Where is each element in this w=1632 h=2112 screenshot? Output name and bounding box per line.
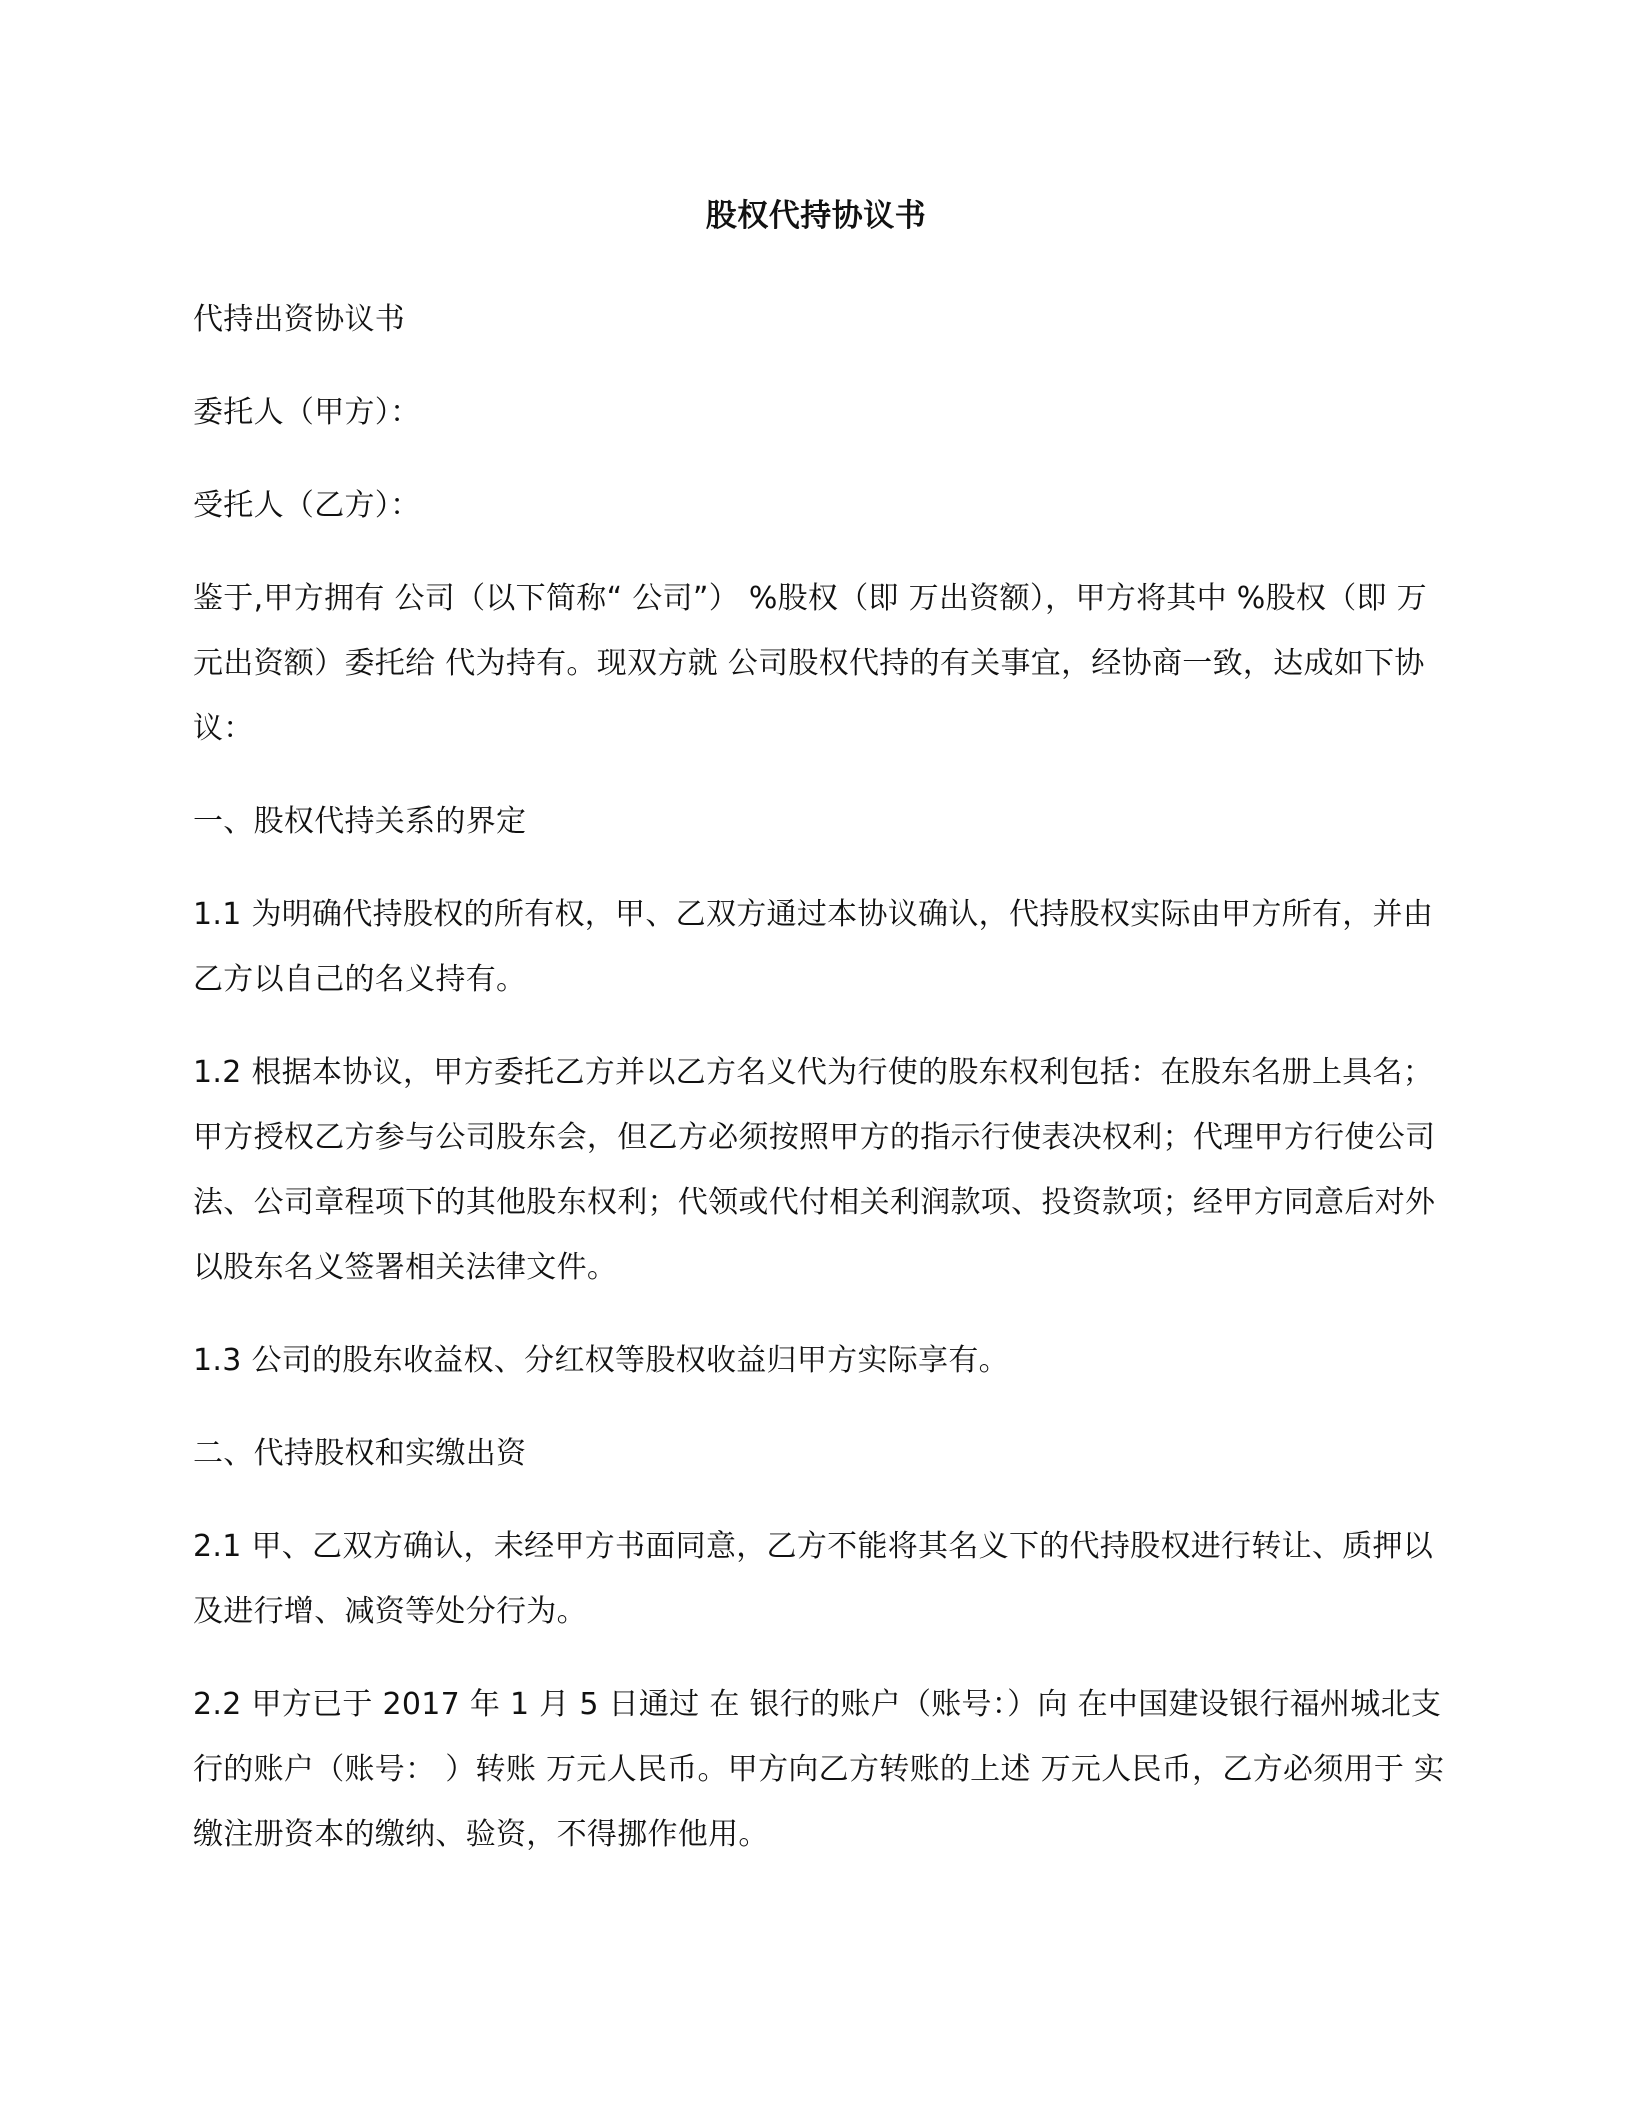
clause-1-3: 1.3 公司的股东收益权、分红权等股权收益归甲方实际享有。 xyxy=(193,1343,1009,1378)
clause-1-2: 1.2 根据本协议，甲方委托乙方并以乙方名义代为行使的股东权利包括：在股东名册上具名；甲方授权乙方参与公司股东会，但乙方必须按照甲方的指示行使表决权利；代理甲方行使公司法、公司章程项下的其他股东权利；代领或代付相关利润款项、投资款项；经甲方同意后对外以股东名义签署相关法律文件。 xyxy=(193,1055,1436,1285)
document-title: 股权代持协议书 xyxy=(705,198,927,234)
clause-2-1: 2.1 甲、乙双方确认，未经甲方书面同意，乙方不能将其名义下的代持股权进行转让、质押以及进行增、减资等处分行为。 xyxy=(193,1529,1434,1629)
agent-party-line: 受托人（乙方）： xyxy=(193,488,421,523)
document-body xyxy=(193,287,1445,1895)
subtitle-paragraph: 代持出资协议书 xyxy=(193,302,406,337)
clause-1-1: 1.1 为明确代持股权的所有权，甲、乙双方通过本协议确认，代持股权实际由甲方所有，并由乙方以自己的名义持有。 xyxy=(193,897,1434,997)
section-heading-2: 二、代持股权和实缴出资 xyxy=(193,1436,527,1471)
recital-paragraph: 鉴于,甲方拥有 公司（以下简称“ 公司”） %股权（即 万出资额），甲方将其中 %股权（即 万元出资额）委托给 代为持有。现双方就 公司股权代持的有关事宜，经协商一致，达成如下协议： xyxy=(193,581,1427,746)
principal-party-line: 委托人（甲方）： xyxy=(193,395,421,430)
clause-2-2: 2.2 甲方已于 2017 年 1 月 5 日通过 在 银行的账户（账号：）向 在中国建设银行福州城北支行的账户（账号： ）转账 万元人民币。甲方向乙方转账的上述 万元人民币，乙方必须用于 实缴注册资本的缴纳、验资，不得挪作他用。 xyxy=(193,1687,1445,1852)
section-heading-1: 一、股权代持关系的界定 xyxy=(193,804,527,839)
